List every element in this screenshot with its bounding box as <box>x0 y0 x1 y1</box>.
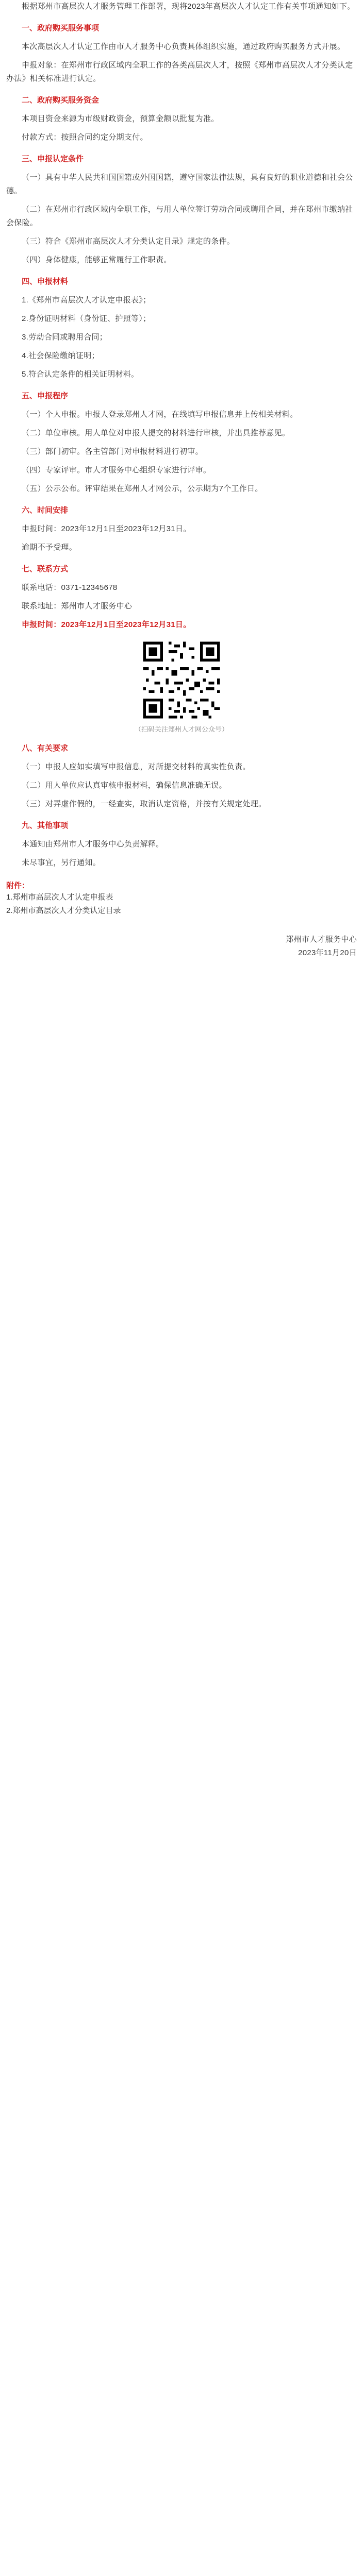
qr-caption: （扫码关注郑州人才网公众号） <box>134 725 228 733</box>
paragraph: （一）申报人应如实填写申报信息，对所提交材料的真实性负责。 <box>22 762 251 771</box>
paragraph: 5.符合认定条件的相关证明材料。 <box>22 370 139 379</box>
section-title: 八、有关要求 <box>22 744 69 753</box>
section-title: 二、政府购买服务资金 <box>22 96 100 105</box>
sections <box>6 22 357 613</box>
paragraph: （三）对弄虚作假的，一经查实，取消认定资格，并按有关规定处理。 <box>22 800 267 808</box>
article-body <box>6 0 357 960</box>
attachments-list <box>6 891 357 918</box>
paragraph: 未尽事宜，另行通知。 <box>22 858 101 867</box>
paragraph: 4.社会保险缴纳证明； <box>22 351 100 360</box>
section-title: 四、申报材料 <box>22 277 69 286</box>
paragraph: （五）公示公布。评审结果在郑州人才网公示，公示期为7个工作日。 <box>22 484 263 493</box>
paragraph: 1.《郑州市高层次人才认定申报表》； <box>22 296 151 304</box>
section-title: 七、联系方式 <box>22 565 69 573</box>
paragraph: 付款方式：按照合同约定分期支付。 <box>22 133 148 142</box>
paragraph: （一）个人申报。申报人登录郑州人才网，在线填写申报信息并上传相关材料。 <box>22 410 298 419</box>
signature-date: 2023年11月20日 <box>298 948 357 957</box>
paragraph: （二）在郑州市行政区域内全职工作，与用人单位签订劳动合同或聘用合同，并在郑州市缴纳社会保险。 <box>6 205 353 227</box>
qr-block <box>6 639 357 734</box>
highlight-line: 申报时间：2023年12月1日至2023年12月31日。 <box>22 620 191 629</box>
paragraph: （三）符合《郑州市高层次人才分类认定目录》规定的条件。 <box>22 237 235 246</box>
signature-org: 郑州市人才服务中心 <box>286 935 357 944</box>
qr-code-icon[interactable] <box>140 639 223 721</box>
paragraph: 本次高层次人才认定工作由市人才服务中心负责具体组织实施，通过政府购买服务方式开展。 <box>22 42 345 51</box>
paragraph: （二）单位审核。用人单位对申报人提交的材料进行审核，并出具推荐意见。 <box>22 429 290 437</box>
paragraph: （一）具有中华人民共和国国籍或外国国籍，遵守国家法律法规，具有良好的职业道德和社会公德。 <box>6 173 353 195</box>
paragraph: （二）用人单位应认真审核申报材料，确保信息准确无误。 <box>22 781 227 790</box>
attachment-item[interactable]: 2.郑州市高层次人才分类认定目录 <box>6 906 121 915</box>
section-title: 三、申报认定条件 <box>22 155 84 163</box>
section-title: 五、申报程序 <box>22 392 69 400</box>
paragraph: 3.劳动合同或聘用合同； <box>22 333 108 342</box>
section-title: 六、时间安排 <box>22 506 69 515</box>
attachments-title: 附件： <box>6 882 30 890</box>
section-title: 一、政府购买服务事项 <box>22 24 100 32</box>
attachment-item[interactable]: 1.郑州市高层次人才认定申报表 <box>6 893 113 902</box>
paragraph: （四）身体健康，能够正常履行工作职责。 <box>22 256 172 264</box>
paragraph: 本项目资金来源为市级财政资金，预算金额以批复为准。 <box>22 114 219 123</box>
paragraph: 联系地址：郑州市人才服务中心 <box>22 602 133 611</box>
paragraph: 逾期不予受理。 <box>22 543 77 552</box>
paragraph: （四）专家评审。市人才服务中心组织专家进行评审。 <box>22 466 211 474</box>
intro <box>6 0 357 13</box>
paragraph: 本通知由郑州市人才服务中心负责解释。 <box>22 840 164 849</box>
paragraph: 申报对象：在郑州市行政区域内全职工作的各类高层次人才，按照《郑州市高层次人才分类认定办法》相关标准进行认定。 <box>6 61 353 83</box>
paragraph: 联系电话：0371-12345678 <box>22 583 118 592</box>
section-title: 九、其他事项 <box>22 821 69 830</box>
more-sections <box>6 742 357 870</box>
signature-block <box>6 933 357 960</box>
paragraph: （三）部门初审。各主管部门对申报材料进行初审。 <box>22 447 203 456</box>
paragraph: 根据郑州市高层次人才服务管理工作部署，现将2023年高层次人才认定工作有关事项通知如下。 <box>22 2 355 11</box>
paragraph: 申报时间：2023年12月1日至2023年12月31日。 <box>22 524 191 533</box>
paragraph: 2.身份证明材料（身份证、护照等）； <box>22 314 151 323</box>
